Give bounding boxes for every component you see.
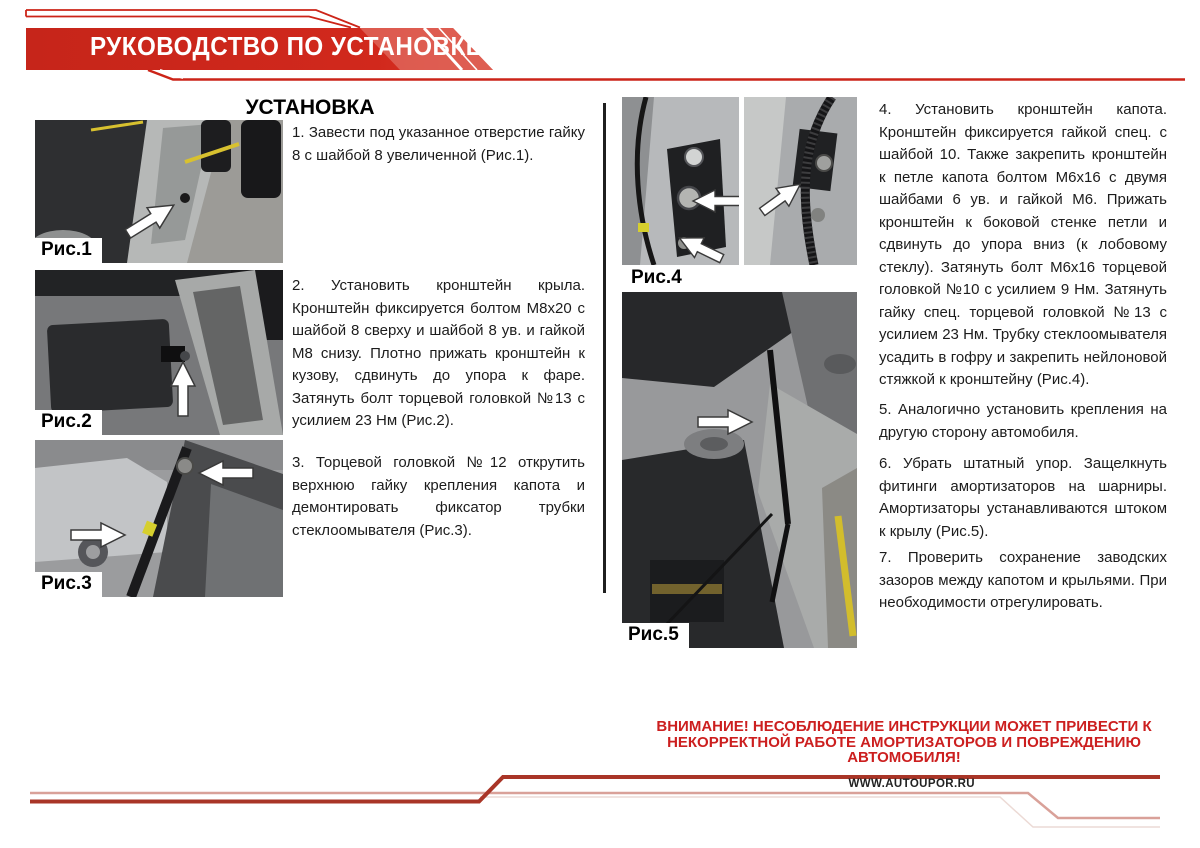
step-6: 6. Убрать штатный упор. Защелкнуть фитинги амортизаторов на шарниры. Амортизаторы устанавливаются штоком к крылу (Рис.5). xyxy=(879,455,1167,540)
figure-4-left-illustration xyxy=(622,97,739,265)
step-5: 5. Аналогично установить крепления на другую сторону автомобиля. xyxy=(879,401,1167,441)
footer-banner-graphic xyxy=(0,770,1200,848)
warning-line: ВНИМАНИЕ! НЕСОБЛЮДЕНИЕ ИНСТРУКЦИИ МОЖЕТ ПРИВЕСТИ К xyxy=(656,718,1152,735)
figure-1-photo xyxy=(35,120,283,263)
figure-2-label: Рис.2 xyxy=(35,410,102,435)
figure-4-right-illustration xyxy=(744,97,857,265)
figure-5-label: Рис.5 xyxy=(622,623,689,648)
figure-4-label: Рис.4 xyxy=(625,266,692,848)
step-4: 4. Установить кронштейн капота. Кронштейн фиксируется гайкой спец. с шайбой 10. Также закрепить кронштейн к петле капота болтом М6х16 с двумя шайбами 6 ув. и гайкой М6. Прижать кронштейн к боковой стенке петли и сдвинуть до упора вниз (к лобовому стеклу). Затянуть болт М6х16 торцевой головкой №10 с усилием 9 Нм. Затянуть гайку спец. торцевой головкой №13 с усилием 23 Нм. Трубку стеклоомывателя усадить в гофру и закрепить нейлоновой стяжкой к кронштейну (Рис.4). xyxy=(879,101,1167,388)
figure-3-label: Рис.3 xyxy=(35,572,102,597)
step-7: 7. Проверить сохранение заводских зазоров между капотом и крыльями. При необходимости отрегулировать. xyxy=(879,549,1167,611)
warning-line: НЕКОРРЕКТНОЙ РАБОТЕ АМОРТИЗАТОРОВ И ПОВРЕЖДЕНИЮ xyxy=(667,733,1141,751)
page-title: РУКОВОДСТВО ПО УСТАНОВКЕ xyxy=(90,31,483,61)
warning-line: АВТОМОБИЛЯ! xyxy=(847,749,961,766)
figure-5-illustration xyxy=(622,292,857,648)
warning-text xyxy=(618,719,1190,766)
figure-4-photo-left xyxy=(622,97,739,265)
step-1: 1. Завести под указанное отверстие гайку 8 с шайбой 8 увеличенной (Рис.1). xyxy=(292,124,585,164)
column-divider xyxy=(603,103,606,593)
figure-2-photo xyxy=(35,270,283,435)
step-2: 2. Установить кронштейн крыла. Кронштейн фиксируется болтом М8х20 с шайбой 8 сверху и шайбой 8 ув. и гайкой М8 снизу. Плотно прижать кронштейн к кузову, сдвинуть до упора к фаре. Затянуть болт торцевой головкой №13 с усилием 23 Нм (Рис.2). xyxy=(292,277,585,429)
figure-1-label: Рис.1 xyxy=(35,238,102,263)
figure-3-photo xyxy=(35,440,283,597)
figure-5-photo xyxy=(622,292,857,648)
step-3: 3. Торцевой головкой №12 открутить верхнюю гайку крепления капота и демонтировать фиксатор трубки стеклоомывателя (Рис.3). xyxy=(292,454,585,539)
footer-website-link[interactable]: WWW.AUTOUPOR.RU xyxy=(848,778,975,790)
section-title: УСТАНОВКА xyxy=(245,96,375,119)
figure-4-photo-right xyxy=(744,97,857,265)
